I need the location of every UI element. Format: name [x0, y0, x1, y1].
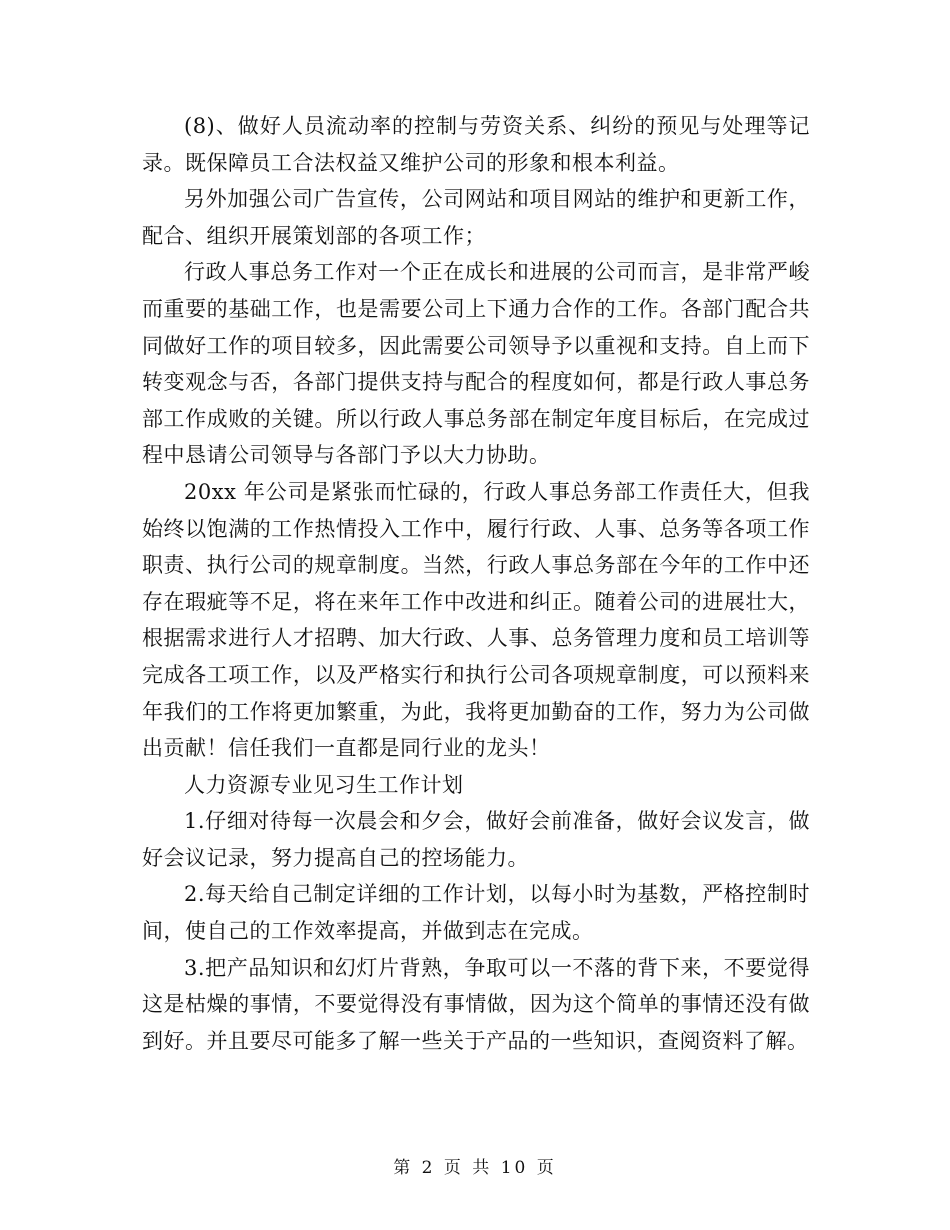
plan-item-1: 1.仔细对待每一次晨会和夕会，做好会前准备，做好会议发言，做好会议记录，努力提高自己的控场能力。 [142, 809, 810, 870]
paragraph-admin-importance: 行政人事总务工作对一个正在成长和进展的公司而言，是非常严峻而重要的基础工作，也是需要公司上下通力合作的工作。各部门配合共同做好工作的项目较多，因此需要公司领导予以重视和支持。自上而下转变观念与否，各部门提供支持与配合的程度如何，都是行政人事总务部工作成败的关键。所以行政人事总务部在制定年度目标后，在完成过程中恳请公司领导与各部门予以大力协助。 [142, 260, 810, 468]
paragraph-advertising: 另外加强公司广告宣传，公司网站和项目网站的维护和更新工作，配合、组织开展策划部的各项工作； [142, 187, 810, 248]
plan-item-2: 2.每天给自己制定详细的工作计划，以每小时为基数，严格控制时间，使自己的工作效率提高，并做到志在完成。 [142, 882, 810, 944]
section-heading: 人力资源专业见习生工作计划 [184, 772, 464, 797]
paragraph-year-summary: 20xx 年公司是紧张而忙碌的，行政人事总务部工作责任大，但我始终以饱满的工作热情投入工作中，履行行政、人事、总务等各项工作职责、执行公司的规章制度。当然，行政人事总务部在今年的工作中还存在瑕疵等不足，将在来年工作中改进和纠正。随着公司的进展壮大，根据需求进行人才招聘、加大行政、人事、总务管理力度和员工培训等完成各工项工作，以及严格实行和执行公司各项规章制度，可以预料来年我们的工作将更加繁重，为此，我将更加勤奋的工作，努力为公司做出贡献！信任我们一直都是同行业的龙头！ [142, 479, 810, 761]
document-body [142, 108, 810, 1059]
plan-item-3: 3.把产品知识和幻灯片背熟，争取可以一不落的背下来，不要觉得这是枯燥的事情，不要觉得没有事情做，因为这个简单的事情还没有做到好。并且要尽可能多了解一些关于产品的一些知识，查阅资料了解。 [142, 955, 810, 1053]
paragraph-item-8: (8)、做好人员流动率的控制与劳资关系、纠纷的预见与处理等记录。既保障员工合法权益又维护公司的形象和根本利益。 [142, 114, 810, 175]
page-number-footer: 第 2 页 共 10 页 [393, 1158, 557, 1178]
